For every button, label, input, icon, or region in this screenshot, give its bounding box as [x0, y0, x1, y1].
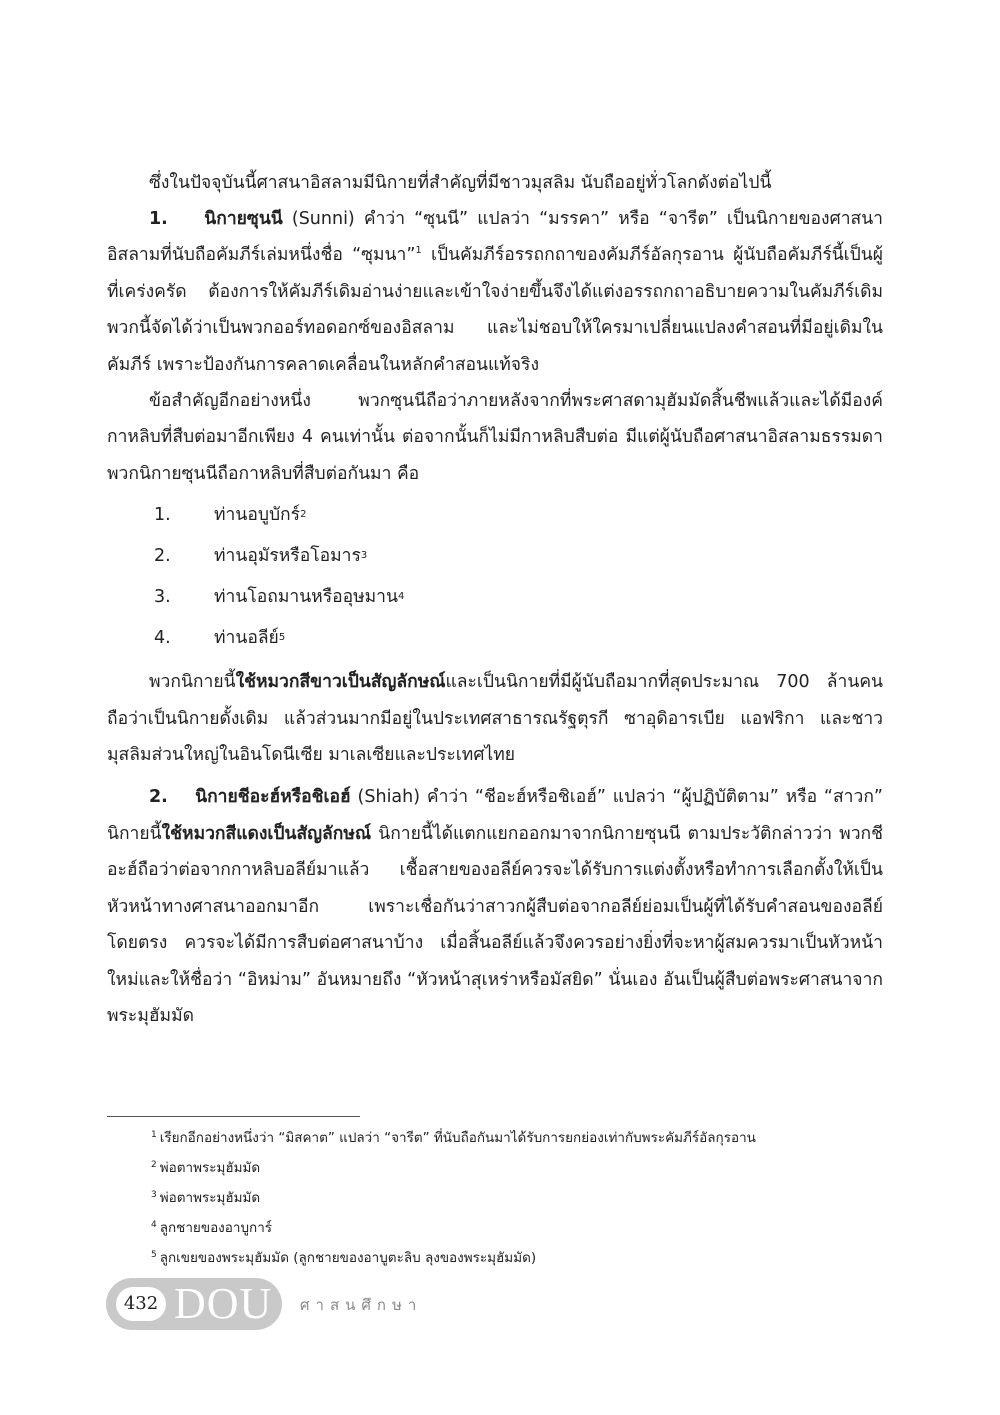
list-item: 3. ท่านโอถมานหรืออุษมาน 4 [107, 576, 883, 617]
section-bold: ใช้หมวกสีแดงเป็นสัญลักษณ์ [161, 823, 372, 844]
section-body-cont: เป็นคัมภีร์อรรถกถาของคัมภีร์อัลกุรอาน ผู้นับถือคัมภีร์นี้เป็นผู้ที่เคร่งครัด ต้องการให้คัมภีร์เดิมอ่านง่ายและเข้าใจง่ายขึ้นจึงได้แต่งอรรถกถาอธิบายความในคัมภีร์เดิม พวกนี้จัดได้ว่าเป็นพวกออร์ทอดอกซ์ของอิสลาม และไม่ชอบให้ใครมาเปลี่ยนแปลงคำสอนที่มีอยู่เดิมในคัมภีร์ เพราะป้องกันการคลาดเคลื่อนในหลักคำสอนแท้จริง [107, 245, 883, 375]
section-body: (Shiah) คำว่า “ชีอะฮ์หรือชิเอฮ์” แปลว่า “ผู้ปฏิบัติตาม” หรือ “สาวก” นิกายนี้ [107, 787, 883, 844]
footnote-number: 5 [151, 1249, 157, 1260]
footnote-text: ลูกเขยของพระมุฮัมมัด (ลูกชายของอาบูตะลิบ ลุงของพระมุฮัมมัด) [159, 1250, 537, 1266]
para-text: และเป็นนิกายที่มีผู้นับถือมากที่สุดประมาณ 700 ล้านคน ถือว่าเป็นนิกายดั้งเดิม แล้วส่วนมากมีอยู่ในประเทศสาธารณรัฐตุรกี ซาอุดิอารเบีย แอฟริกา และชาวมุสลิมส่วนใหญ่ในอินโดนีเซีย มาเลเซียและประเทศไทย [107, 672, 883, 766]
footnote-divider [107, 1116, 360, 1117]
list-number: 2. [154, 545, 171, 566]
footnote-number: 4 [151, 1219, 157, 1230]
list-number: 4. [154, 627, 171, 648]
list-item: 1. ท่านอบูบักร์ 2 [107, 494, 883, 535]
running-title: ศาสนศึกษา [300, 1296, 423, 1314]
intro-paragraph: ซึ่งในปัจจุบันนี้ศาสนาอิสลามมีนิกายที่สำคัญที่มีชาวมุสลิม นับถืออยู่ทั่วโลกดังต่อไปนี้ [149, 173, 772, 193]
footnote-number: 2 [151, 1159, 157, 1170]
footnote-text: พ่อตาพระมุฮัมมัด [159, 1160, 261, 1176]
list-item: 4. ท่านอลีย์ 5 [107, 617, 883, 658]
page-number: 432 [116, 1287, 166, 1321]
footnote-number: 3 [151, 1189, 157, 1200]
caliph-list [107, 494, 883, 658]
section-body-cont: นิกายนี้ได้แตกแยกออกมาจากนิกายซุนนี ตามประวัติกล่าวว่า พวกชีอะฮ์ถือว่าต่อจากกาหลิบอลีย์มาแล้ว เชื้อสายของอลีย์ควรจะได้รับการแต่งตั้งหรือทำการเลือกตั้งให้เป็นหัวหน้าทางศาสนาออกมาอีก เพราะเชื่อกันว่าสาวกผู้สืบต่อจากอลีย์ย่อมเป็นผู้ที่ได้รับคำสอนของอลีย์โดยตรง ควรจะได้มีการสืบต่อศาสนาบ้าง เมื่อสิ้นอลีย์แล้วจึงควรอย่างยิ่งที่จะหาผู้สมควรมาเป็นหัวหน้าใหม่และให้ชื่อว่า “อิหม่าม” อันหมายถึง “หัวหน้าสุเหร่าหรือมัสยิด” นั่นเอง อันเป็นผู้สืบต่อพระศาสนาจากพระมุฮัมมัด [107, 823, 883, 1026]
section-number: 2. [149, 787, 168, 808]
caliph-name: ท่านอลีย์ [214, 627, 279, 648]
footnotes [151, 1123, 911, 1273]
para-bold: ใช้หมวกสีขาวเป็นสัญลักษณ์ [235, 672, 446, 693]
page-badge [106, 1278, 282, 1330]
section-shiah [107, 779, 883, 1034]
footnote [151, 1213, 911, 1243]
caliph-name: ท่านอบูบักร์ [214, 504, 301, 525]
footnote-text: เรียกอีกอย่างหนึ่งว่า “มิสคาต” แปลว่า “จารีต” ที่นับถือกันมาได้รับการยกย่องเท่ากับพระคัมภีร์อัลกุรอาน [159, 1130, 756, 1146]
brand-logo: DOU [174, 1279, 273, 1328]
footnote [151, 1183, 911, 1213]
section-title: นิกายซุนนี [204, 209, 283, 229]
section-sunni [107, 201, 883, 383]
section-title: นิกายชีอะฮ์หรือชิเอฮ์ [195, 787, 351, 808]
footnote-text: ลูกชายของอาบูการ์ [159, 1220, 273, 1236]
section-body: (Sunni) คำว่า “ซุนนี” แปลว่า “มรรคา” หรือ “จารีต” เป็นนิกายของศาสนาอิสลามที่นับถือคัมภีร์เล่มหนึ่งชื่อ “ซุมนา” [107, 209, 883, 266]
para-text: พวกนิกายนี้ [149, 672, 236, 693]
footnote-ref: 1 [415, 245, 422, 257]
paragraph-sunni-symbol [107, 664, 883, 773]
caliph-name: ท่านอุมัรหรือโอมาร [214, 545, 361, 566]
main-text [107, 201, 883, 1034]
footnote [151, 1153, 911, 1183]
list-item: 2. ท่านอุมัรหรือโอมาร 3 [107, 535, 883, 576]
footnote [151, 1243, 911, 1273]
footnote [151, 1123, 911, 1153]
list-number: 3. [154, 586, 171, 607]
caliph-name: ท่านโอถมานหรืออุษมาน [214, 586, 398, 607]
paragraph-caliphs-intro: ข้อสำคัญอีกอย่างหนึ่ง พวกซุนนีถือว่าภายหลังจากที่พระศาสดามุฮัมมัดสิ้นชีพแล้วและได้มีองค์กาหลิบที่สืบต่อมาอีกเพียง 4 คนเท่านั้น ต่อจากนั้นก็ไม่มีกาหลิบสืบต่อ มีแต่ผู้นับถือศาสนาอิสลามธรรมดา พวกนิกายซุนนีถือกาหลิบที่สืบต่อกันมา คือ [107, 391, 883, 484]
section-number: 1. [149, 209, 168, 229]
footnote-number: 1 [151, 1129, 157, 1140]
list-number: 1. [154, 504, 171, 525]
footnote-text: พ่อตาพระมุฮัมมัด [159, 1190, 261, 1206]
